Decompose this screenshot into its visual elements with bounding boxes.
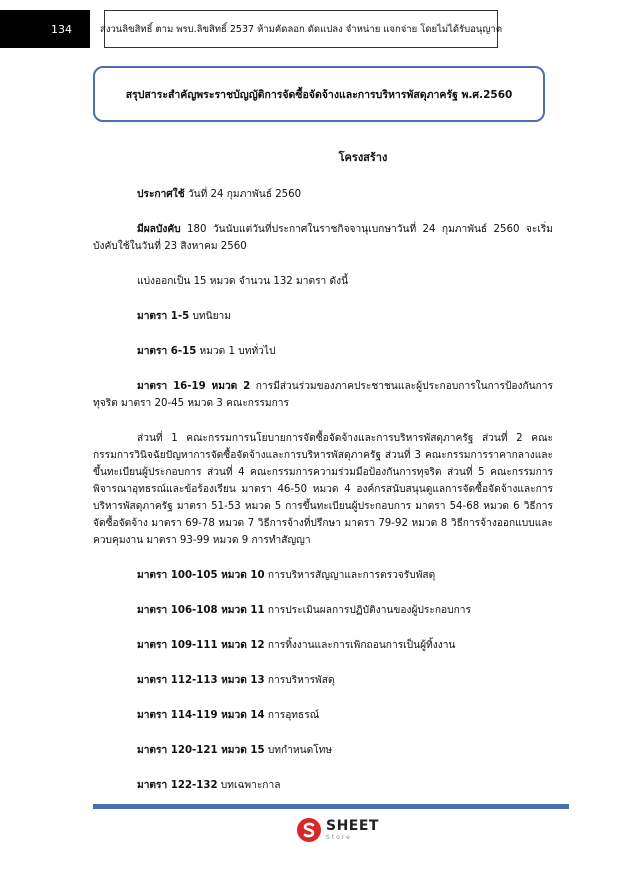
paragraph-text: บทเฉพาะกาล xyxy=(217,780,281,791)
paragraph-label: มาตรา 1-5 xyxy=(137,311,190,322)
paragraph-text: บทนิยาม xyxy=(189,311,231,322)
paragraph-section xyxy=(93,637,553,654)
paragraph-text: 180 วันนับแต่วันที่ประกาศในราชกิจจานุเบกษาวันที่ 24 กุมภาพันธ์ 2560 จะเริ่มบังคับใช้ในวันที่ 23 สิงหาคม 2560 xyxy=(93,224,553,252)
paragraph-label: มาตรา 114-119 หมวด 14 xyxy=(137,710,265,721)
paragraph-label: มาตรา 112-113 หมวด 13 xyxy=(137,675,265,686)
paragraph-label: มาตรา 109-111 หมวด 12 xyxy=(137,640,265,651)
paragraph-text: แบ่งออกเป็น 15 หมวด จำนวน 132 มาตรา ดังนี้ xyxy=(137,276,349,287)
sheet-store-logo xyxy=(296,815,379,845)
paragraph-text: บทกำหนดโทษ xyxy=(264,745,333,756)
footer-rule xyxy=(93,804,569,809)
paragraph-text: การอุทธรณ์ xyxy=(264,710,320,721)
paragraph-text: การประเมินผลการปฏิบัติงานของผู้ประกอบการ xyxy=(264,605,471,616)
paragraph-label: มาตรา 120-121 หมวด 15 xyxy=(137,745,265,756)
paragraph-section xyxy=(93,308,553,325)
sheet-logo-icon xyxy=(296,817,322,843)
paragraph-label: ประกาศใช้ xyxy=(137,189,185,200)
paragraph-text: ส่วนที่ 1 คณะกรรมการนโยบายการจัดซื้อจัดจ้างและการบริหารพัสดุภาครัฐ ส่วนที่ 2 คณะกรรมการวินิจฉัยปัญหาการจัดซื้อจัดจ้างและการบริหารพัสดุภาครัฐ ส่วนที่ 3 คณะกรรมการราคากลางและขึ้นทะเบียนผู้ประกอบการ ส่วนที่ 4 คณะกรรมการความร่วมมือป้องกันการทุจริต ส่วนที่ 5 คณะกรรมการพิจารณาอุทธรณ์และข้อร้องเรียน มาตรา 46-50 หมวด 4 องค์กรสนับสนุนดูแลการจัดซื้อจัดจ้างและการบริหารพัสดุภาครัฐ มาตรา 51-53 หมวด 5 การขึ้นทะเบียนผู้ประกอบการ มาตรา 54-68 หมวด 6 วิธีการจัดซื้อจัดจ้าง มาตรา 69-78 หมวด 7 วิธีการจ้างที่ปรึกษา มาตรา 79-92 หมวด 8 วิธีการจ้างออกแบบและควบคุมงาน มาตรา 93-99 หมวด 9 การทำสัญญา xyxy=(93,433,553,546)
paragraph-text: วันที่ 24 กุมภาพันธ์ 2560 xyxy=(184,189,302,200)
paragraph-committee-parts xyxy=(93,430,553,549)
paragraph-section xyxy=(93,567,553,584)
paragraph-section xyxy=(93,343,553,360)
logo-text: SHEET xyxy=(326,818,379,834)
paragraph-text: การบริหารสัญญาและการตรวจรับพัสดุ xyxy=(264,570,436,581)
main-content xyxy=(93,140,553,812)
logo-subtext: Store xyxy=(326,834,352,841)
copyright-notice: สงวนลิขสิทธิ์ ตาม พรบ.ลิขสิทธิ์ 2537 ห้ามคัดลอก ดัดแปลง จำหน่าย แจกจ่าย โดยไม่ได้รับอนุญาต xyxy=(104,10,498,48)
paragraph-announcement xyxy=(93,186,553,203)
paragraph-section xyxy=(93,602,553,619)
page-number-badge xyxy=(0,10,90,48)
paragraph-text: การทิ้งงานและการเพิกถอนการเป็นผู้ทิ้งงาน xyxy=(264,640,456,651)
paragraph-label: มาตรา 6-15 xyxy=(137,346,197,357)
paragraph-text: การบริหารพัสดุ xyxy=(264,675,335,686)
paragraph-section xyxy=(93,707,553,724)
paragraph-structure-summary xyxy=(93,273,553,290)
paragraph-label: มาตรา 100-105 หมวด 10 xyxy=(137,570,265,581)
paragraph-section xyxy=(93,777,553,794)
paragraph-text: การมีส่วนร่วมของภาคประชาชนและผู้ประกอบการในการป้องกันการทุจริต มาตรา 20-45 หมวด 3 คณะกรรมการ xyxy=(93,381,553,409)
document-title: สรุปสาระสำคัญพระราชบัญญัติการจัดซื้อจัดจ้างและการบริหารพัสดุภาครัฐ พ.ศ.2560 xyxy=(125,88,513,101)
page-number: 134 xyxy=(51,22,72,36)
document-title-box xyxy=(93,66,545,122)
paragraph-section xyxy=(93,378,553,412)
paragraph-effective xyxy=(93,221,553,255)
paragraph-label: มาตรา 16-19 หมวด 2 xyxy=(137,381,251,392)
paragraph-label: มาตรา 106-108 หมวด 11 xyxy=(137,605,265,616)
section-heading: โครงสร้าง xyxy=(338,151,388,164)
paragraph-text: หมวด 1 บททั่วไป xyxy=(196,346,276,357)
paragraph-section xyxy=(93,742,553,759)
paragraph-label: มาตรา 122-132 xyxy=(137,780,218,791)
paragraph-label: มีผลบังคับ xyxy=(137,224,181,235)
paragraph-section xyxy=(93,672,553,689)
